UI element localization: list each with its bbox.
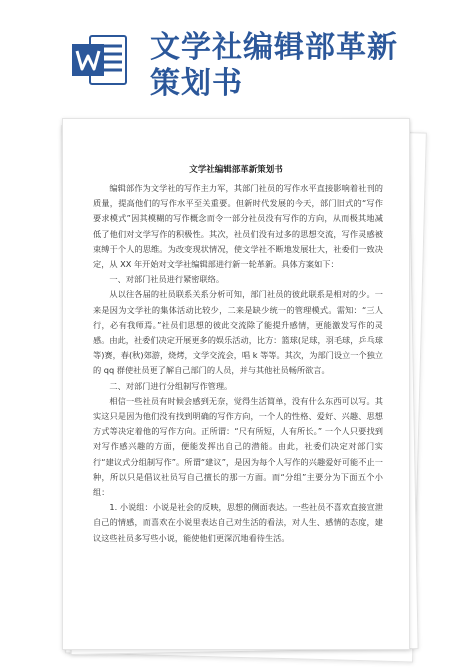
document-body [93, 181, 383, 546]
page-title [150, 30, 450, 102]
document-preview[interactable] [62, 118, 422, 658]
page-title-line1: 文学社编辑部革新 [150, 30, 398, 65]
document-page [62, 118, 410, 650]
header [0, 0, 474, 110]
page-title-line2: 策划书 [150, 66, 243, 101]
word-icon [72, 34, 128, 86]
paragraph: 相信一些社员有时候会感到无奈，觉得生活简单，没有什么东西可以写。其实这只是因为他们没有找到明确的写作方向，一个人的性格、爱好、兴趣、思想方式等决定着他的写作方向。正所谓：“尺有所短，人有所长。” 一个人只要找到对写作感兴趣的方面，便能发挥出自己的潜能。由此，社委们决定对部门实行“建议式分组制写作”。所谓“建议”，是因为每个人写作的兴趣爱好可能不止一种，所以只是倡议社员写自己擅长的那一方面。而“分组”主要分为下面五个小组： [93, 395, 383, 498]
section-heading: 二、对部门进行分组制写作管理。 [109, 380, 233, 391]
paragraph: 从以往各届的社员联系关系分析可知，部门社员的彼此联系是相对的少。一来是因为文学社的集体活动比较少，二来是缺少统一的管理模式。需知：“三人行，必有我师焉。”社员们思想的彼此交流除了能提升感情，更能激发写作的灵感。由此，社委们决定开展更多的娱乐活动，比方：篮球(足球，羽毛球，乒乓球等)赛，春(秋)郊游，烧烤，文学交流会，唱 k 等等。其次，为部门设立一个独立的 qq 群使社员更了解自己部门的人员，并与其他社员畅所欲言。 [93, 289, 383, 376]
document-title: 文学社编辑部革新策划书 [189, 165, 283, 175]
paragraph: 编辑部作为文学社的写作主力军，其部门社员的写作水平直接影响着社刊的质量，提高他们的写作水平至关重要。但新时代发展的今天，部门旧式的“写作要求模式”因其模糊的写作概念而令一部分社员没有写作的方向，从而极其地减低了他们对文学写作的积极性。其次，社员们没有过多的思想交流，写作灵感被束缚于个人的思维。为改变现状情况，使文学社不断地发展壮大，社委们一致决定，从 XX 年开始对文学社编辑部进行新一轮革新。具体方案如下： [93, 183, 383, 270]
list-item: 1. 小说组：小说是社会的反映，思想的侧面表达。一些社员不喜欢直接宣泄自己的情感，而喜欢在小说里表达自己对生活的看法，对人生、感情的态度，建议这些社员多写些小说，能使他们更深沉地看待生活。 [93, 502, 383, 543]
section-heading: 一、对部门社员进行紧密联络。 [109, 274, 225, 285]
